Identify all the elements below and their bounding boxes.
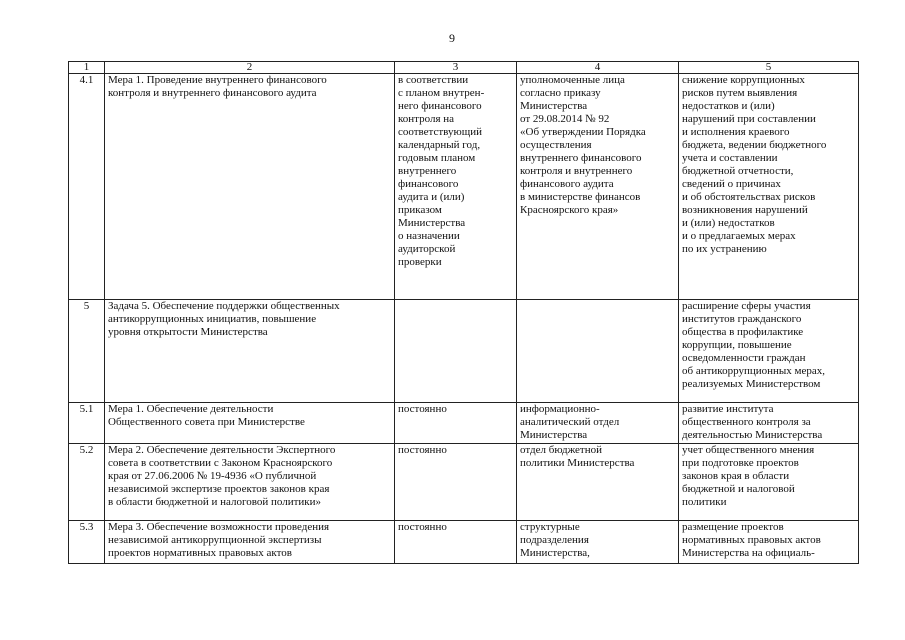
- responsible-cell: [517, 521, 679, 564]
- cell-line: края от 27.06.2006 № 19-4936 «О публичной: [108, 470, 317, 482]
- cell-line: «Об утверждении Порядка: [520, 126, 646, 138]
- term-cell: [395, 300, 517, 403]
- cell-line: возникновения нарушений: [682, 204, 808, 216]
- cell-line: аудиторской: [398, 243, 456, 255]
- measure-cell: [105, 74, 395, 300]
- cell-line: независимой антикоррупционной экспертизы: [108, 534, 322, 546]
- cell-line: недостатков и (или): [682, 100, 775, 112]
- responsible-cell: [517, 403, 679, 444]
- cell-line: информационно-: [520, 403, 600, 415]
- cell-line: уровня открытости Министерства: [108, 326, 268, 338]
- cell-line: проектов нормативных правовых актов: [108, 547, 292, 559]
- cell-line: учет общественного мнения: [682, 444, 815, 456]
- measure-cell: [105, 403, 395, 444]
- cell-line: бюджетной отчетности,: [682, 165, 794, 177]
- cell-line: Мера 2. Обеспечение деятельности Экспертного: [108, 444, 336, 456]
- cell-line: учета и составлении: [682, 152, 778, 164]
- cell-line: контроля и внутреннего: [520, 165, 633, 177]
- cell-line: Министерства: [520, 100, 588, 112]
- cell-line: совета в соответствии с Законом Красноярского: [108, 457, 333, 469]
- cell-line: с планом внутрен-: [398, 87, 485, 99]
- cell-line: от 29.08.2014 № 92: [520, 113, 610, 125]
- cell-line: календарный год,: [398, 139, 481, 151]
- row-number: 4.1: [69, 74, 105, 300]
- page-number: 9: [449, 31, 455, 45]
- cell-line: Министерства,: [520, 547, 590, 559]
- measure-cell: [105, 521, 395, 564]
- measures-table: [68, 61, 859, 564]
- cell-line: контроля и внутреннего финансового аудита: [108, 87, 317, 99]
- cell-line: осведомленности граждан: [682, 352, 806, 364]
- result-cell: [679, 403, 859, 444]
- cell-line: финансового: [398, 178, 459, 190]
- cell-line: внутреннего: [398, 165, 457, 177]
- cell-line: отдел бюджетной: [520, 444, 603, 456]
- cell-line: в области бюджетной и налоговой политики»: [108, 496, 322, 508]
- cell-line: и о предлагаемых мерах: [682, 230, 796, 242]
- cell-line: об антикоррупционных мерах,: [682, 365, 825, 377]
- cell-line: общества в профилактике: [682, 326, 804, 338]
- table-row: [69, 300, 859, 403]
- cell-line: реализуемых Министерством: [682, 378, 821, 390]
- cell-line: нарушений при составлении: [682, 113, 816, 125]
- measure-cell: [105, 444, 395, 521]
- term-cell: [395, 74, 517, 300]
- table-row: [69, 444, 859, 521]
- cell-line: финансового аудита: [520, 178, 614, 190]
- result-cell: [679, 521, 859, 564]
- cell-line: в министерстве финансов: [520, 191, 641, 203]
- cell-line: годовым планом: [398, 152, 476, 164]
- header-col-2: 2: [105, 62, 395, 74]
- header-col-1: 1: [69, 62, 105, 74]
- cell-line: о назначении: [398, 230, 460, 242]
- result-cell: [679, 444, 859, 521]
- cell-line: бюджетной и налоговой: [682, 483, 795, 495]
- cell-line: и об обстоятельствах рисков: [682, 191, 816, 203]
- cell-line: постоянно: [398, 521, 447, 533]
- cell-line: развитие института: [682, 403, 774, 415]
- responsible-cell: [517, 300, 679, 403]
- term-cell: [395, 521, 517, 564]
- cell-line: законов края в области: [682, 470, 790, 482]
- row-number: 5.1: [69, 403, 105, 444]
- cell-line: Мера 1. Проведение внутреннего финансового: [108, 74, 327, 86]
- table-row: [69, 403, 859, 444]
- cell-line: независимой экспертизе проектов законов края: [108, 483, 330, 495]
- cell-line: сведений о причинах: [682, 178, 781, 190]
- cell-line: снижение коррупционных: [682, 74, 805, 86]
- cell-line: постоянно: [398, 403, 447, 415]
- cell-line: Красноярского края»: [520, 204, 619, 216]
- cell-line: Мера 3. Обеспечение возможности проведения: [108, 521, 330, 533]
- cell-line: приказом: [398, 204, 442, 216]
- cell-line: Министерства: [398, 217, 466, 229]
- cell-line: коррупции, повышение: [682, 339, 792, 351]
- cell-line: осуществления: [520, 139, 592, 151]
- cell-line: при подготовке проектов: [682, 457, 799, 469]
- cell-line: аналитический отдел: [520, 416, 620, 428]
- cell-line: размещение проектов: [682, 521, 784, 533]
- cell-line: по их устранению: [682, 243, 767, 255]
- cell-line: постоянно: [398, 444, 447, 456]
- cell-line: проверки: [398, 256, 442, 268]
- cell-line: Министерства на официаль-: [682, 547, 815, 559]
- header-col-3: 3: [395, 62, 517, 74]
- table-row: [69, 74, 859, 300]
- cell-line: антикоррупционных инициатив, повышение: [108, 313, 317, 325]
- header-col-5: 5: [679, 62, 859, 74]
- row-number: 5: [69, 300, 105, 403]
- cell-line: институтов гражданского: [682, 313, 802, 325]
- header-row: [69, 62, 859, 74]
- term-cell: [395, 444, 517, 521]
- cell-line: политики: [682, 496, 727, 508]
- cell-line: соответствующий: [398, 126, 482, 138]
- cell-line: Общественного совета при Министерстве: [108, 416, 305, 428]
- cell-line: Задача 5. Обеспечение поддержки общественных: [108, 300, 340, 312]
- cell-line: и (или) недостатков: [682, 217, 775, 229]
- cell-line: политики Министерства: [520, 457, 635, 469]
- cell-line: Мера 1. Обеспечение деятельности: [108, 403, 274, 415]
- measure-cell: [105, 300, 395, 403]
- cell-line: подразделения: [520, 534, 589, 546]
- term-cell: [395, 403, 517, 444]
- cell-line: уполномоченные лица: [520, 74, 625, 86]
- cell-line: в соответствии: [398, 74, 469, 86]
- cell-line: Министерства: [520, 429, 588, 441]
- cell-line: общественного контроля за: [682, 416, 811, 428]
- responsible-cell: [517, 74, 679, 300]
- result-cell: [679, 300, 859, 403]
- header-col-4: 4: [517, 62, 679, 74]
- cell-line: бюджета, ведении бюджетного: [682, 139, 827, 151]
- table-row: [69, 521, 859, 564]
- cell-line: нормативных правовых актов: [682, 534, 821, 546]
- cell-line: деятельностью Министерства: [682, 429, 823, 441]
- cell-line: аудита и (или): [398, 191, 465, 203]
- cell-line: рисков путем выявления: [682, 87, 798, 99]
- cell-line: контроля на: [398, 113, 455, 125]
- row-number: 5.2: [69, 444, 105, 521]
- cell-line: внутреннего финансового: [520, 152, 642, 164]
- responsible-cell: [517, 444, 679, 521]
- cell-line: него финансового: [398, 100, 482, 112]
- row-number: 5.3: [69, 521, 105, 564]
- result-cell: [679, 74, 859, 300]
- cell-line: расширение сферы участия: [682, 300, 811, 312]
- cell-line: согласно приказу: [520, 87, 601, 99]
- cell-line: структурные: [520, 521, 580, 533]
- cell-line: и исполнения краевого: [682, 126, 790, 138]
